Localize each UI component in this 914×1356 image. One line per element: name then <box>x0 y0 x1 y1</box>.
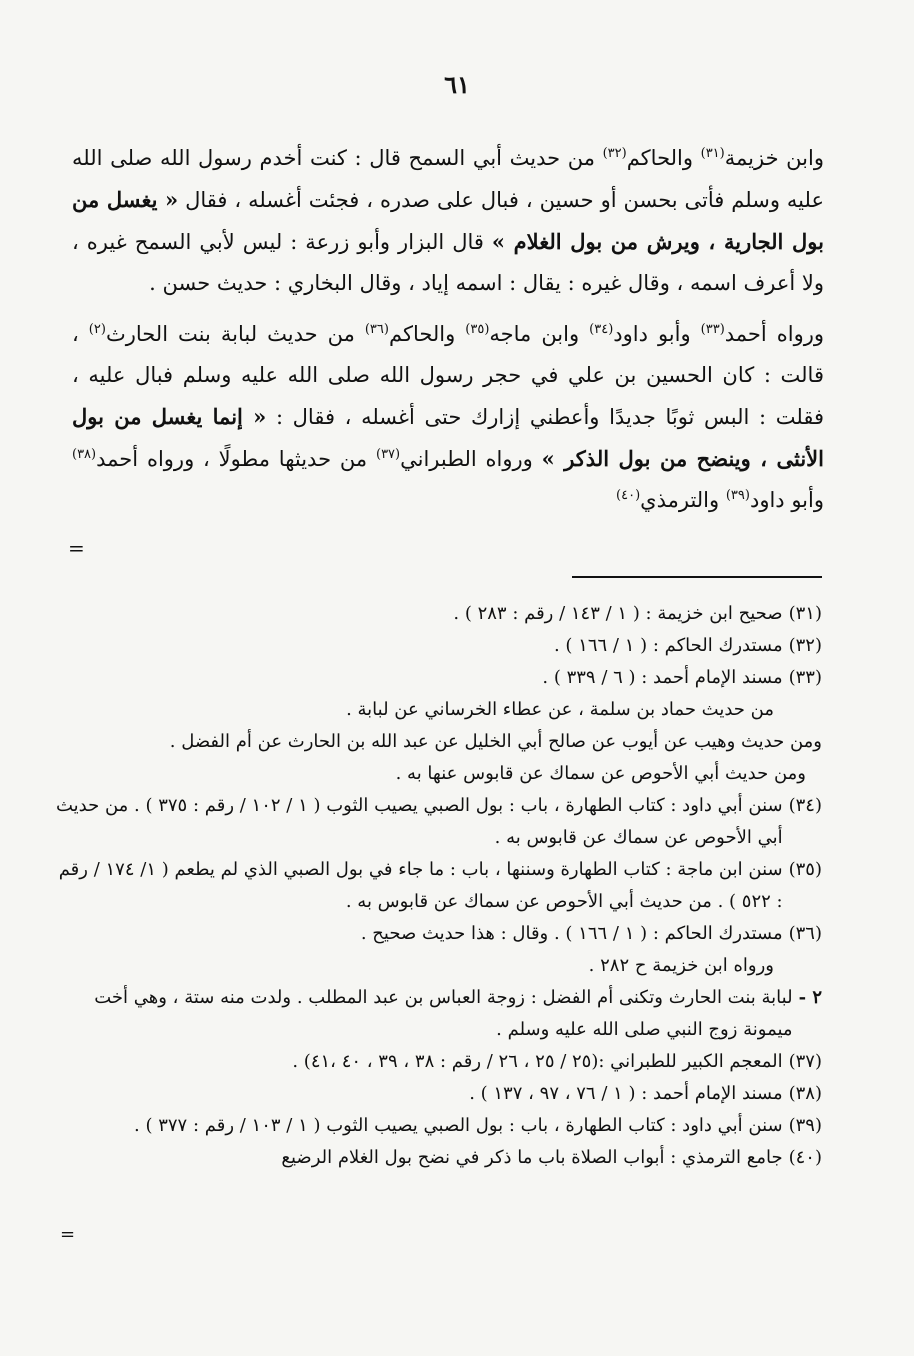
text-run: من حديثها مطولًا ، ورواه أحمد <box>96 447 376 471</box>
hadith-quote: « يغسل من بول الجارية ، ويرش من بول الغلام » <box>72 187 824 254</box>
text-run: وابن خزيمة <box>724 146 824 170</box>
footnote-37 <box>54 1046 822 1078</box>
footnote-ref-2[interactable]: (٢) <box>88 322 106 337</box>
footnote-text: جامع الترمذي : أبواب الصلاة باب ما ذكر في نضح بول الغلام الرضيع <box>281 1147 783 1168</box>
footnote-39 <box>54 1110 822 1142</box>
footnote-text: سنن أبي داود : كتاب الطهارة ، باب : بول الصبي يصيب الثوب ( ١ / ١٠٣ / رقم : ٣٧٧ ) . <box>134 1115 783 1136</box>
footnote-number: (٣٩) <box>788 1115 822 1136</box>
text-run: ورواه أحمد <box>724 322 825 346</box>
footnote-number: (٣١) <box>788 603 822 624</box>
footnote-separator <box>572 576 822 578</box>
footnote-text: سنن أبي داود : كتاب الطهارة ، باب : بول الصبي يصيب الثوب ( ١ / ١٠٢ / رقم : ٣٧٥ ) . من حديث أبي الأحوص عن سماك عن قابوس به . <box>55 795 783 848</box>
continued-mark: = <box>68 536 85 560</box>
text-run: وابن ماجه <box>489 322 590 346</box>
footnote-ref-40[interactable]: (٤٠) <box>616 488 641 503</box>
text-run: والحاكم <box>388 322 466 346</box>
footnote-number: ٢ - <box>798 987 822 1008</box>
footnote-ref-37[interactable]: (٣٧) <box>375 447 401 462</box>
text-run: والترمذي <box>640 488 726 512</box>
footnote-text: مسند الإمام أحمد : ( ٦ / ٣٣٩ ) . <box>542 667 783 688</box>
text-run: قال البزار وأبو زرعة : ليس لأبي السمح غيره ، ولا أعرف اسمه ، وقال غيره : يقال : اسمه إياد ، وقال البخاري : حديث حسن . <box>72 230 824 295</box>
footnote-text: مسند الإمام أحمد : ( ١ / ٧٦ ، ٩٧ ، ١٣٧ ) . <box>469 1083 783 1104</box>
footnote-ref-33[interactable]: (٣٣) <box>700 322 725 337</box>
footnote-33-line: ومن حديث أبي الأحوص عن سماك عن قابوس عنها به . <box>395 763 806 784</box>
footnote-ref-38[interactable]: (٣٨) <box>72 447 97 462</box>
page-number: ٦١ <box>444 70 470 99</box>
text-run: ورواه الطبراني <box>400 447 542 471</box>
footnote-number: (٣٣) <box>788 667 822 688</box>
footnote-text: لبابة بنت الحارث وتكنى أم الفضل : زوجة العباس بن عبد المطلب . ولدت منه ستة ، وهي أخت ميمونة زوج النبي صلى الله عليه وسلم . <box>94 987 793 1040</box>
footnote-ref-32[interactable]: (٣٢) <box>602 146 627 161</box>
text-run: وأبو داود <box>749 488 824 512</box>
footnote-text: المعجم الكبير للطبراني :(٢٥ / ٢٥ ، ٢٦ / رقم : ٣٨ ، ٣٩ ، ٤٠ ،٤١) . <box>292 1051 783 1072</box>
footnote-text: مستدرك الحاكم : ( ١ / ١٦٦ ) . <box>553 635 783 656</box>
footnote-34 <box>54 790 822 854</box>
footnote-text: مستدرك الحاكم : ( ١ / ١٦٦ ) . وقال : هذا حديث صحيح . <box>360 923 783 944</box>
footnote-ref-35[interactable]: (٣٥) <box>465 322 490 337</box>
footnote-36 <box>54 918 822 950</box>
paragraph-2 <box>72 314 824 521</box>
footnote-number: (٣٥) <box>788 859 822 880</box>
footnote-38 <box>54 1078 822 1110</box>
footnote-36-line: ورواه ابن خزيمة ح ٢٨٢ . <box>588 955 774 976</box>
footnote-text: سنن ابن ماجة : كتاب الطهارة وسننها ، باب : ما جاء في بول الصبي الذي لم يطعم ( ١/ ١٧٤ / رقم : ٥٢٢ ) . من حديث أبي الأحوص عن سماك عن قابوس به . <box>58 859 783 912</box>
text-run: ، قالت : كان الحسين بن علي في حجر رسول الله صلى الله عليه وسلم فبال عليه ، فقلت : البس ثوبًا جديدًا وأعطني إزارك حتى أغسله ، فقال : <box>72 322 824 429</box>
footnote-text: صحيح ابن خزيمة : ( ١ / ١٤٣ / رقم : ٢٨٣ ) . <box>453 603 783 624</box>
footnote-ref-36[interactable]: (٣٦) <box>364 322 389 337</box>
hadith-quote: « إنما يغسل من بول الأنثى ، وينضح من بول الذكر » <box>72 404 824 471</box>
footnote-33-line: من حديث حماد بن سلمة ، عن عطاء الخرساني عن لبابة . <box>346 699 774 720</box>
footnote-33-line: ومن حديث وهيب عن أيوب عن صالح أبي الخليل عن عبد الله بن الحارث عن أم الفضل . <box>169 731 822 752</box>
paragraph-1 <box>72 138 824 304</box>
footnote-number: (٣٧) <box>788 1051 822 1072</box>
footnote-35 <box>54 854 822 918</box>
footnotes <box>54 598 822 1174</box>
footnote-31 <box>54 598 822 630</box>
footnote-ref-34[interactable]: (٣٤) <box>589 322 614 337</box>
text-run: وأبو داود <box>613 322 701 346</box>
footnote-number: (٣٤) <box>788 795 822 816</box>
footnote-ref-39[interactable]: (٣٩) <box>725 488 750 503</box>
footnote-40 <box>54 1142 822 1174</box>
footnote-number: (٤٠) <box>788 1147 822 1168</box>
footnote-33 <box>54 662 822 694</box>
footnote-number: (٣٦) <box>788 923 822 944</box>
footnote-2 <box>54 982 822 1046</box>
footnote-continued-mark: = <box>60 1224 76 1245</box>
footnote-ref-31[interactable]: (٣١) <box>700 146 725 161</box>
text-run: والحاكم <box>626 146 701 170</box>
footnote-number: (٣٢) <box>788 635 822 656</box>
text-run: من حديث أبي السمح قال : كنت أخدم رسول الله صلى الله عليه وسلم فأتى بحسن أو حسين ، فبال على صدره ، فجئت أغسله ، فقال <box>72 146 824 212</box>
footnote-32 <box>54 630 822 662</box>
footnote-number: (٣٨) <box>788 1083 822 1104</box>
main-text <box>72 138 824 531</box>
text-run: من حديث لبابة بنت الحارث <box>105 322 365 346</box>
